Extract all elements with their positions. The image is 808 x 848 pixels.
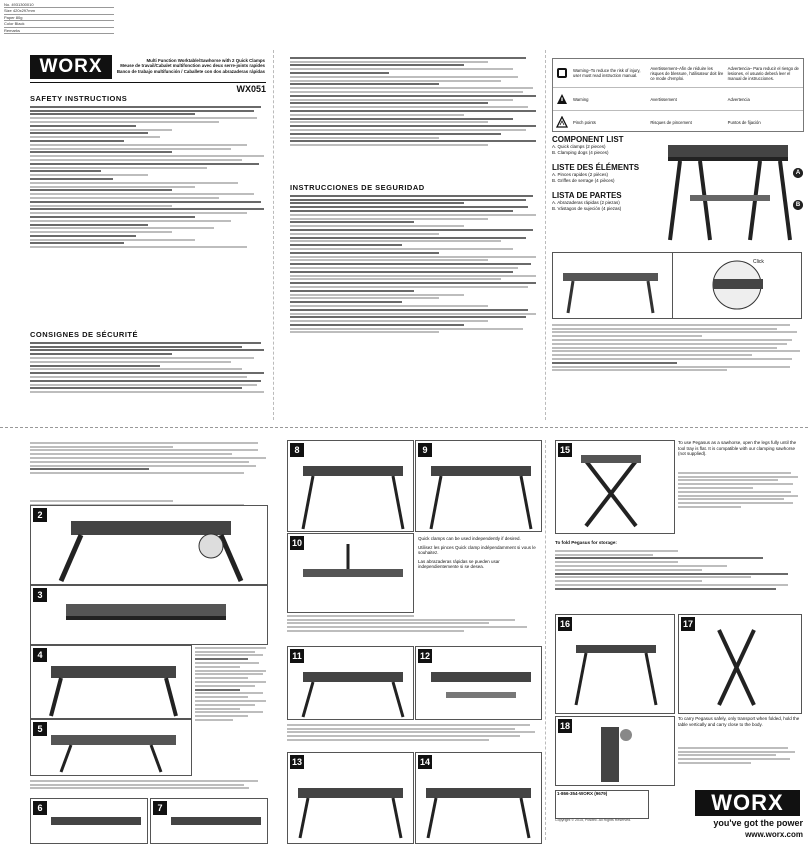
fold-line xyxy=(0,427,808,428)
figure-8 xyxy=(287,440,414,532)
figure-illustration xyxy=(288,441,413,531)
figure-number: 2 xyxy=(33,508,47,522)
multiple-units-text xyxy=(287,722,540,750)
figure-illustration xyxy=(416,753,541,843)
figure-box xyxy=(672,252,802,319)
figure-7 xyxy=(150,798,268,844)
pinch-row xyxy=(553,111,803,132)
figure-illustration xyxy=(556,615,674,713)
figure-9 xyxy=(415,440,542,532)
component-item: A. Abrazaderas rápidas (2 piezas) xyxy=(552,200,620,205)
read-manual-icon xyxy=(556,67,568,79)
figure-illustration xyxy=(31,799,147,843)
figure-number: 3 xyxy=(33,588,47,602)
figure-17 xyxy=(678,614,802,714)
figure-illustration xyxy=(151,799,267,843)
warning-table xyxy=(552,58,804,132)
figure-number: 10 xyxy=(291,538,302,548)
figure-illustration xyxy=(673,253,801,318)
safety-title-fr: CONSIGNES DE SÉCURITÉ xyxy=(30,330,139,339)
tool-tray-text xyxy=(287,613,540,643)
quick-clamp-note-en: Quick clamps can be used independently if desired. xyxy=(418,536,521,541)
pinch-label-es: Puntos de fijación xyxy=(727,119,761,125)
figure-13 xyxy=(287,752,414,844)
figure-3 xyxy=(30,585,268,645)
fold-line xyxy=(545,440,546,840)
model-number: WX051 xyxy=(236,84,266,94)
carry-note-en: To carry Pegasus safely, only transport when folded, hold the table vertically and carry close to the body. xyxy=(678,716,800,727)
figure-number: 16 xyxy=(559,619,570,629)
warning-en: Warning–To reduce the risk of injury, user must read instruction manual. xyxy=(573,68,641,78)
carry-text xyxy=(678,745,800,780)
product-title-es: Banco de trabajo multifunción / Caballete con dos abrazaderas rápidas xyxy=(116,68,265,74)
pinch-label-en: Pinch points xyxy=(573,119,596,125)
figure-illustration xyxy=(556,717,674,785)
worx-logo: WORX xyxy=(30,55,112,79)
fold-title: To fold Pegasus for storage: xyxy=(555,540,617,545)
figure-number: 17 xyxy=(682,619,693,629)
component-tag-b: B xyxy=(793,200,803,210)
safety-text-en xyxy=(30,104,266,329)
figure-number: 4 xyxy=(33,648,47,662)
figure-18 xyxy=(555,716,675,786)
figure-number: 14 xyxy=(419,757,430,767)
figure-15 xyxy=(555,440,675,534)
fold-line xyxy=(273,50,274,420)
sawhorse-note xyxy=(678,440,803,457)
figure-10 xyxy=(287,533,414,613)
instruction-text xyxy=(30,440,268,495)
figure-illustration xyxy=(31,720,191,775)
warning-header-row xyxy=(553,59,803,88)
component-title-es: LISTA DE PARTES xyxy=(552,191,622,200)
figure-number: 7 xyxy=(153,801,167,815)
figure-4 xyxy=(30,645,192,719)
figure-illustration xyxy=(31,506,267,584)
figure-illustration xyxy=(416,647,541,719)
figure-illustration xyxy=(416,441,541,531)
warning-label-es: Advertencia xyxy=(727,96,750,102)
click-label: Click xyxy=(753,259,764,265)
safety-title-es: INSTRUCCIONES DE SEGURIDAD xyxy=(290,183,425,192)
figure-number: 5 xyxy=(33,722,47,736)
figure-number: 8 xyxy=(290,443,304,457)
component-item: B. Griffes de serrage (4 pièces) xyxy=(552,177,615,183)
component-item: A. Quick clamps (2 pieces) xyxy=(552,144,606,149)
quick-clamp-notes xyxy=(418,536,540,570)
spec-row: Paper 80g xyxy=(4,15,114,21)
figure-number: 13 xyxy=(291,757,302,767)
figure-number: 15 xyxy=(559,445,570,455)
figure-illustration xyxy=(288,753,413,843)
component-list xyxy=(552,135,662,245)
quick-clamp-note-fr: Utilisez les pinces Quick clamp indépendamment si vous le souhaitez. xyxy=(418,544,536,555)
figure-11 xyxy=(287,646,414,720)
setup-text xyxy=(552,322,802,417)
product-title: Multi Function Worktable/Sawhorse with 2 Quick Clamps xyxy=(146,58,265,63)
divider xyxy=(30,82,266,83)
sawhorse-note-en: To use Pegasus as a sawhorse, open the legs fully until the tool tray is flat. It is compatible with our clamping sawhorse (not supplied). xyxy=(678,440,797,456)
component-tag-a: A xyxy=(793,168,803,178)
warning-fr: Avertissement–Afin de réduire les risques de blessure, l'utilisateur doit lire ce mode d'emploi. xyxy=(650,65,724,81)
warning-es: Advertencia– Para reducir el riesgo de lesiones, el usuario deberá leer el manual de instrucciones. xyxy=(727,65,799,81)
warning-label-fr: Avertissement xyxy=(650,96,677,102)
carry-note xyxy=(678,716,800,727)
figure-14 xyxy=(415,752,542,844)
figure-number: 18 xyxy=(559,721,570,731)
component-item: B. Clamping dogs (4 pieces) xyxy=(552,149,609,155)
component-item: A. Pinces rapides (2 pièces) xyxy=(552,172,609,177)
spec-row: No. 4931300010 xyxy=(4,2,114,8)
figure-illustration xyxy=(556,441,674,533)
warning-label-en: Warning xyxy=(573,96,589,102)
spec-row: Size 420x297mm xyxy=(4,8,114,14)
component-item: B. Vástagos de sujeción (4 piezas) xyxy=(552,205,622,211)
figure-illustration xyxy=(679,615,801,713)
tagline: you've got the power xyxy=(713,818,803,828)
figure-16 xyxy=(555,614,675,714)
warning-triangle-icon xyxy=(556,93,568,105)
figure-6 xyxy=(30,798,148,844)
product-title-fr: Meuse de travail/Cabalet multifonction avec deux serre-joints rapides xyxy=(120,63,265,69)
safety-text-fr xyxy=(30,340,266,420)
workbench-illustration xyxy=(660,135,805,250)
pinch-label-fr: Risques de pincement xyxy=(650,119,692,125)
figure-illustration xyxy=(31,586,267,644)
sawhorse-text xyxy=(678,470,803,540)
figure-number: 9 xyxy=(418,443,432,457)
pinch-point-icon xyxy=(556,116,568,128)
figure-2 xyxy=(30,505,268,585)
figure-illustration xyxy=(288,534,413,612)
helpline-box xyxy=(555,790,649,819)
worx-logo-footer: WORX xyxy=(695,790,800,816)
helpline-number: 1-866-354-WORX (9679) xyxy=(557,791,608,796)
figure-illustration xyxy=(31,646,191,718)
safety-text-es xyxy=(290,193,538,405)
product-titles xyxy=(115,58,265,74)
figure-number: 11 xyxy=(290,649,304,663)
component-title-en: COMPONENT LIST xyxy=(552,135,624,144)
copyright: Copyright © 2015, Positec. All Rights Reserved. xyxy=(555,818,632,822)
figure-illustration xyxy=(288,647,413,719)
figure-notes xyxy=(195,645,270,775)
print-spec-table xyxy=(4,2,114,34)
safety-text-fr-cont xyxy=(290,55,538,180)
figure-number: 6 xyxy=(33,801,47,815)
figure-12 xyxy=(415,646,542,720)
spec-row: Color Black xyxy=(4,21,114,27)
website: www.worx.com xyxy=(745,830,803,839)
spec-row: Remarks xyxy=(4,28,114,34)
fold-line xyxy=(545,50,546,420)
fold-text xyxy=(555,548,800,610)
figure-number: 12 xyxy=(419,651,430,661)
figure-box xyxy=(552,252,674,319)
safety-title-en: SAFETY INSTRUCTIONS xyxy=(30,94,128,103)
warning-row xyxy=(553,88,803,111)
component-title-fr: LISTE DES ÉLÉMENTS xyxy=(552,163,640,172)
clamping-text xyxy=(30,778,268,796)
figure-illustration xyxy=(553,253,673,318)
figure-5 xyxy=(30,719,192,776)
quick-clamp-note-es: Las abrazaderas rápidas se pueden usar independientemente si se desea. xyxy=(418,558,500,569)
